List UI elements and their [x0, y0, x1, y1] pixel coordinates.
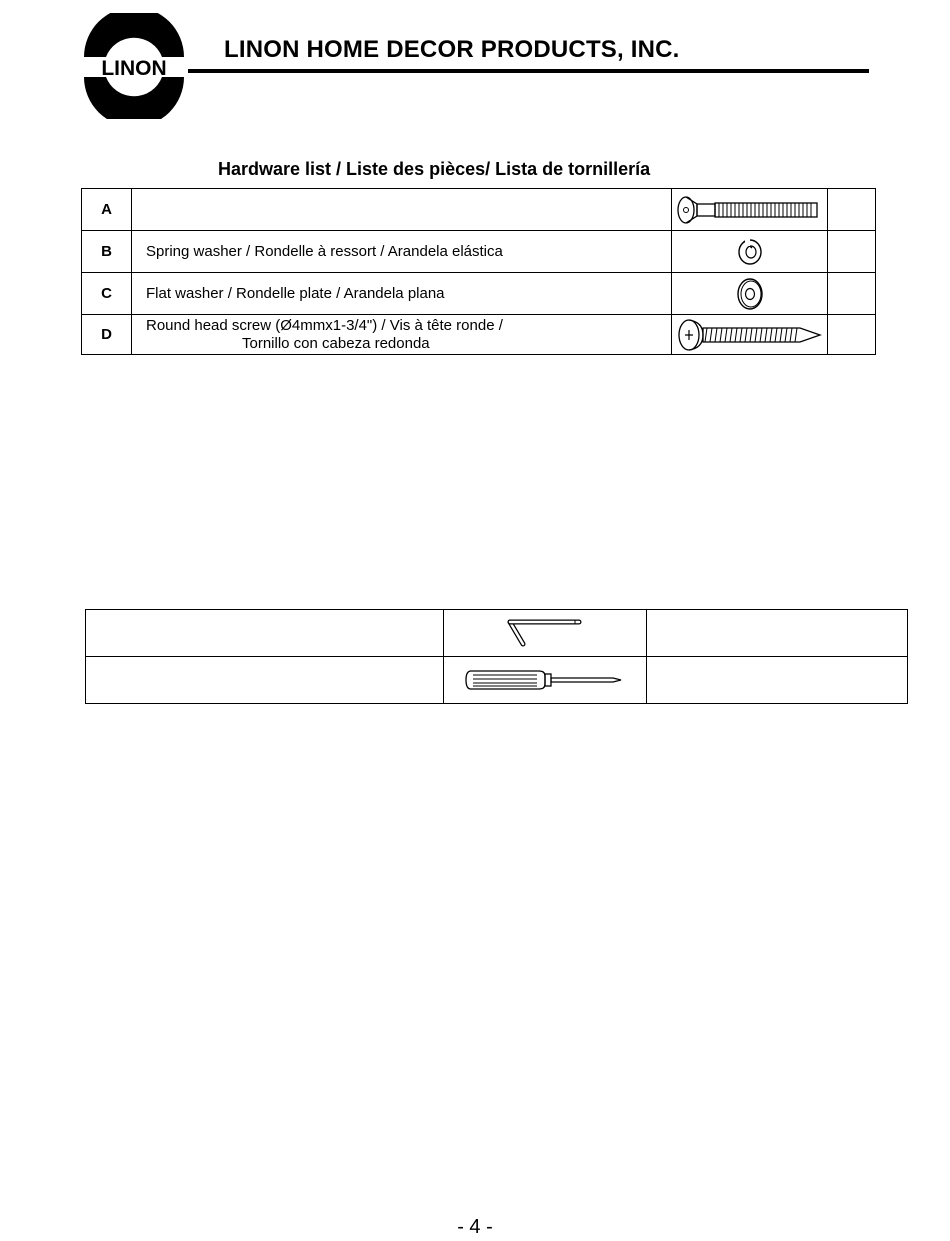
allen-bolt-icon	[672, 189, 828, 231]
header-rule	[188, 69, 869, 73]
item-description: Spring washer / Rondelle à ressort / Arandela elástica	[132, 231, 672, 273]
hardware-table	[81, 188, 876, 355]
item-quantity	[828, 315, 876, 355]
item-description	[132, 189, 672, 231]
linon-logo	[76, 13, 192, 119]
description-line-1: Round head screw (Ø4mmx1-3/4") / Vis à tête ronde /	[146, 316, 503, 334]
logo-text: LINON	[101, 57, 167, 80]
hardware-row-c	[82, 273, 876, 315]
item-letter: C	[82, 273, 132, 315]
item-description: Flat washer / Rondelle plate / Arandela plana	[132, 273, 672, 315]
item-letter: B	[82, 231, 132, 273]
hardware-list-title: Hardware list / Liste des pièces/ Lista de tornillería	[218, 159, 651, 179]
screwdriver-icon	[444, 657, 647, 704]
tool-name	[86, 610, 444, 657]
tools-table	[85, 609, 908, 704]
round-head-screw-icon	[672, 315, 828, 355]
hardware-row-b	[82, 231, 876, 273]
item-quantity	[828, 273, 876, 315]
page-number: - 4 -	[457, 1216, 493, 1238]
item-letter: A	[82, 189, 132, 231]
hardware-row-d	[82, 315, 876, 355]
item-quantity	[828, 189, 876, 231]
company-name: LINON HOME DECOR PRODUCTS, INC.	[224, 36, 680, 63]
tool-quantity	[647, 657, 908, 704]
tool-name	[86, 657, 444, 704]
flat-washer-icon	[672, 273, 828, 315]
description-line-2: Tornillo con cabeza redonda	[242, 334, 430, 352]
spring-washer-icon	[672, 231, 828, 273]
item-letter: D	[82, 315, 132, 355]
tool-quantity	[647, 610, 908, 657]
allen-key-icon	[444, 610, 647, 657]
hardware-row-a	[82, 189, 876, 231]
tool-row	[86, 657, 908, 704]
item-description	[132, 315, 672, 355]
item-quantity	[828, 231, 876, 273]
tool-row	[86, 610, 908, 657]
